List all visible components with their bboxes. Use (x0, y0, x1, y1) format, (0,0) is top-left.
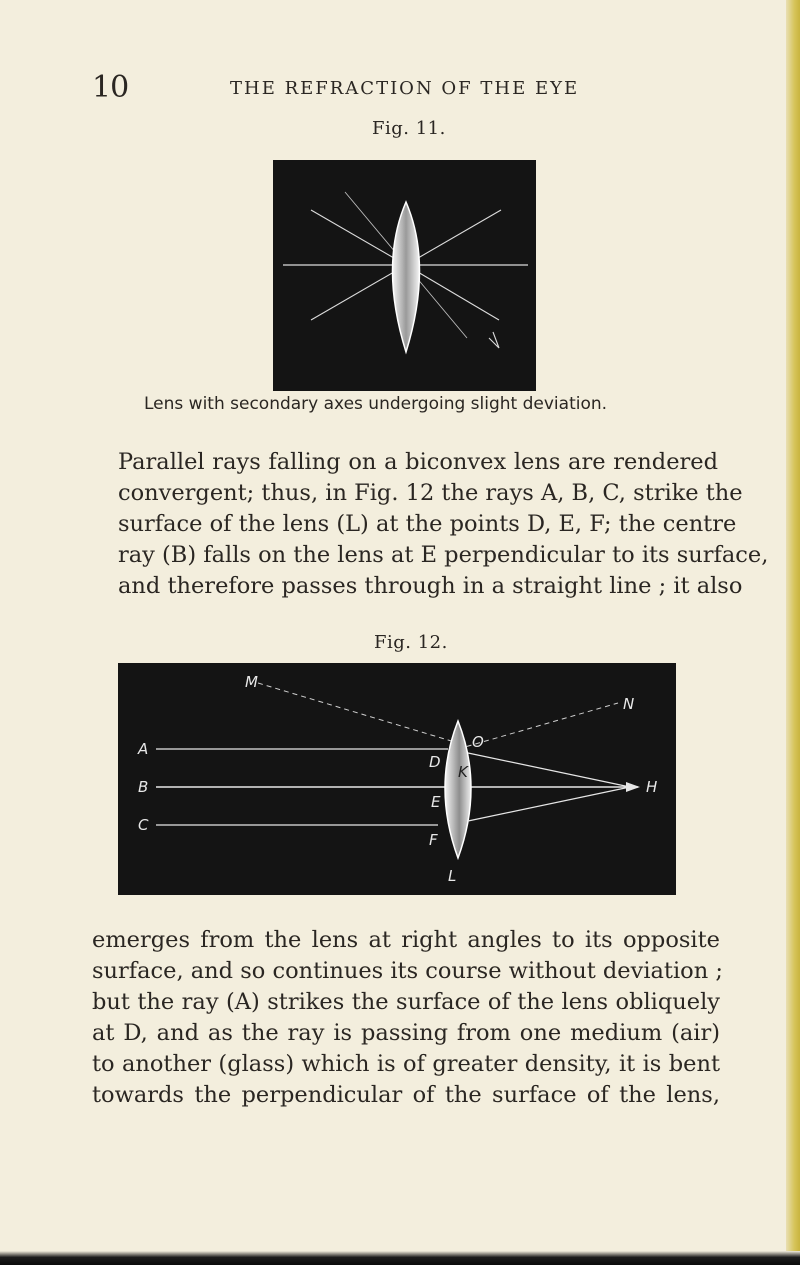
refracted-ray-c (468, 787, 630, 821)
paragraph-2-line: surface, and so continues its course without deviation ; (92, 958, 723, 984)
running-head: THE REFRACTION OF THE EYE (230, 78, 580, 99)
biconvex-lens-l (445, 721, 471, 858)
paragraph-1-line: and therefore passes through in a straight line ; it also (118, 573, 743, 599)
label-m: M (245, 673, 258, 691)
refracted-ray-a (468, 753, 630, 787)
secondary-axis-2 (311, 265, 406, 320)
label-f: F (429, 831, 438, 849)
label-h: H (646, 778, 658, 796)
paragraph-2-line: emerges from the lens at right angles to its opposite (92, 927, 720, 953)
label-k: K (458, 763, 468, 781)
figure-12-svg (118, 663, 676, 895)
label-a: A (138, 740, 149, 758)
figure-11-caption: Lens with secondary axes undergoing slight deviation. (144, 394, 608, 414)
paragraph-1-line: surface of the lens (L) at the points D, E, F; the centre (118, 511, 737, 537)
arrow-head-icon (489, 332, 499, 348)
secondary-axis-2-out (406, 210, 501, 265)
figure-12-refraction-diagram (118, 663, 676, 895)
bottom-rule (0, 1251, 800, 1265)
label-n: N (623, 695, 635, 713)
arrow-head-icon (626, 782, 640, 792)
label-d: D (429, 753, 441, 771)
paragraph-2-line: towards the perpendicular of the surface of the lens, (92, 1082, 720, 1108)
paragraph-2 (92, 925, 723, 1111)
paragraph-2-line: at D, and as the ray is passing from one medium (air) (92, 1020, 720, 1046)
paragraph-2-line: but the ray (A) strikes the surface of the lens obliquely (92, 989, 720, 1015)
label-l: L (448, 867, 457, 885)
ray-m-dashed (258, 683, 458, 743)
label-c: C (138, 816, 149, 834)
figure-11-lens-diagram (273, 160, 536, 391)
label-e: E (431, 793, 441, 811)
figure-11-label: Fig. 11. (372, 118, 446, 139)
page-edge (786, 0, 800, 1265)
paragraph-1-line: convergent; thus, in Fig. 12 the rays A, B, C, strike the (118, 480, 743, 506)
biconvex-lens (393, 202, 420, 352)
page-number: 10 (92, 70, 129, 105)
label-b: B (138, 778, 149, 796)
paragraph-1-line: ray (B) falls on the lens at E perpendicular to its surface, (118, 542, 769, 568)
figure-11-svg (273, 160, 536, 391)
paragraph-2-line: to another (glass) which is of greater density, it is bent (92, 1051, 720, 1077)
figure-12-label: Fig. 12. (374, 632, 448, 653)
paragraph-1 (118, 447, 769, 602)
paragraph-1-line: Parallel rays falling on a biconvex lens are rendered (118, 449, 718, 475)
label-o: O (472, 733, 484, 751)
secondary-axis-1 (311, 210, 406, 265)
